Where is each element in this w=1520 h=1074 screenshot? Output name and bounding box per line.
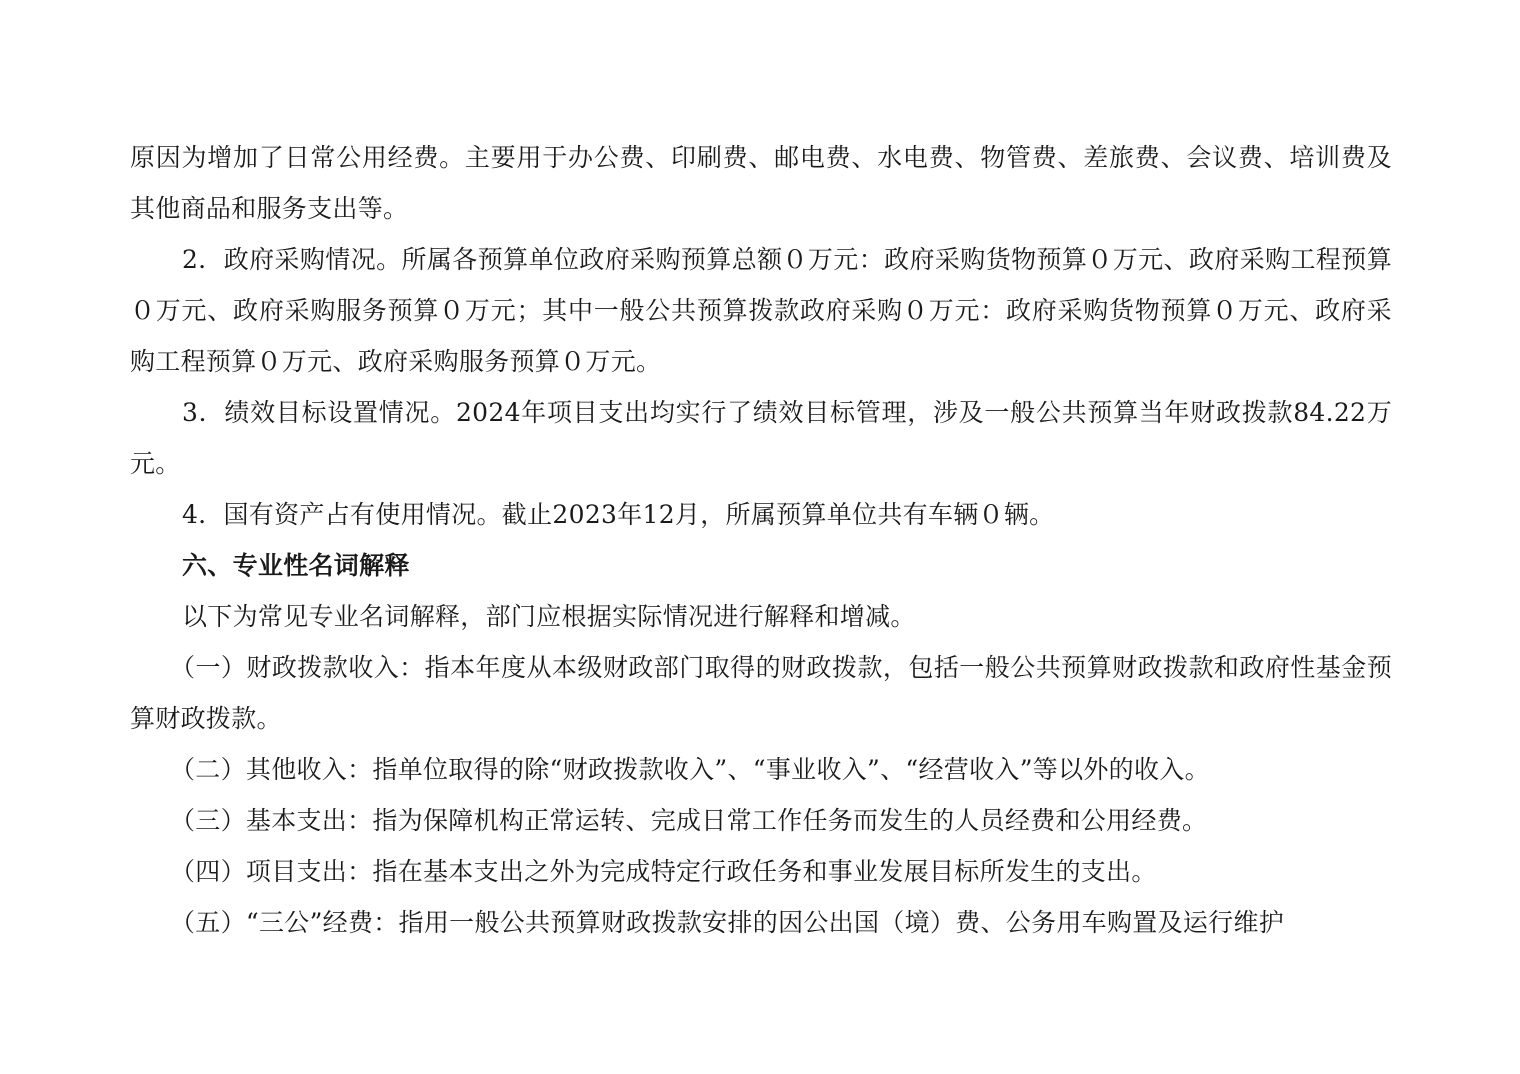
- term-other-income: （二）其他收入：指单位取得的除“财政拨款收入”、“事业收入”、“经营收入”等以外的收入。: [170, 755, 1210, 784]
- paragraph-government-procurement: 2．政府采购情况。所属各预算单位政府采购预算总额０万元：政府采购货物预算０万元、政府采购工程预算０万元、政府采购服务预算０万元；其中一般公共预算拨款政府采购０万元：政府采购货物预算０万元、政府采购工程预算０万元、政府采购服务预算０万元。: [130, 245, 1392, 376]
- paragraph-continuation: 原因为增加了日常公用经费。主要用于办公费、印刷费、邮电费、水电费、物管费、差旅费、会议费、培训费及其他商品和服务支出等。: [130, 143, 1392, 223]
- term-basic-expenditure: （三）基本支出：指为保障机构正常运转、完成日常工作任务而发生的人员经费和公用经费。: [170, 806, 1208, 835]
- section-heading-terminology: 六、专业性名词解释: [182, 551, 410, 580]
- term-fiscal-appropriation-income: （一）财政拨款收入：指本年度从本级财政部门取得的财政拨款，包括一般公共预算财政拨款和政府性基金预算财政拨款。: [130, 653, 1392, 733]
- term-three-public-expenses: （五）“三公”经费：指用一般公共预算财政拨款安排的因公出国（境）费、公务用车购置及运行维护: [170, 908, 1285, 937]
- term-project-expenditure: （四）项目支出：指在基本支出之外为完成特定行政任务和事业发展目标所发生的支出。: [170, 857, 1157, 886]
- paragraph-terminology-intro: 以下为常见专业名词解释，部门应根据实际情况进行解释和增减。: [182, 602, 916, 631]
- paragraph-state-assets: 4．国有资产占有使用情况。截止2023年12月，所属预算单位共有车辆０辆。: [182, 500, 1055, 529]
- paragraph-performance-goals: 3．绩效目标设置情况。2024年项目支出均实行了绩效目标管理，涉及一般公共预算当年财政拨款84.22万元。: [130, 398, 1392, 478]
- document-page: [130, 132, 1392, 948]
